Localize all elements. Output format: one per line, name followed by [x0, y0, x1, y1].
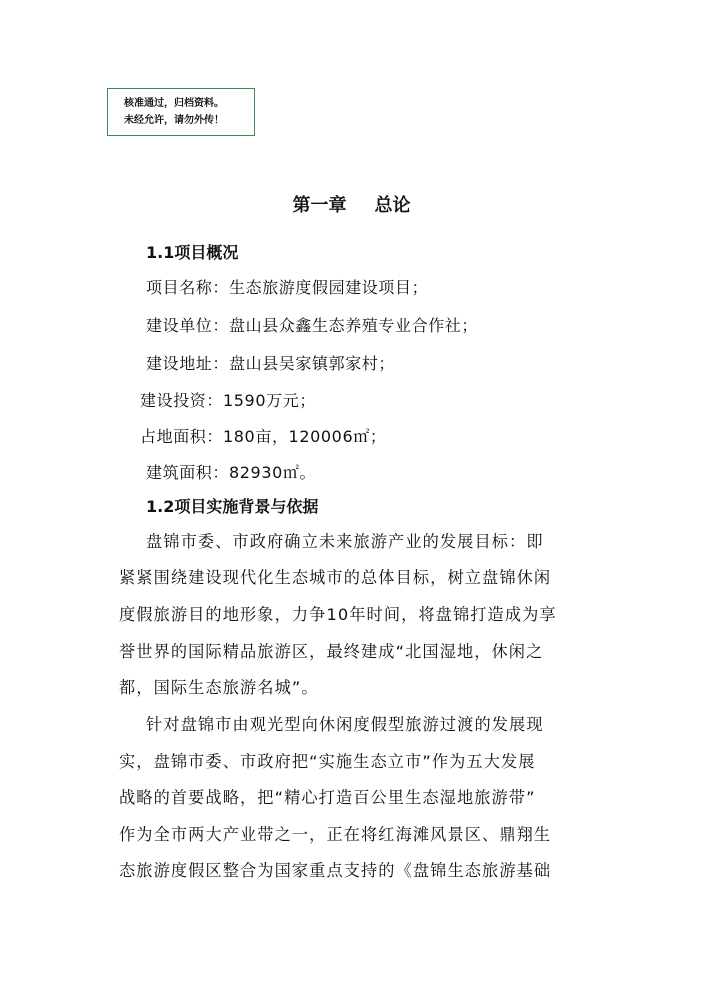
field-building-area: 建筑面积：82930㎡。 [146, 463, 317, 482]
stamp-line-1: 核准通过，归档资料。 [124, 98, 224, 109]
section-heading-overview: 1.1项目概况 [146, 243, 239, 262]
field-builder: 建设单位：盘山县众鑫生态养殖专业合作社； [146, 316, 479, 335]
paragraph-line: 度假旅游目的地形象，力争10年时间，将盘锦打造成为享 [119, 605, 557, 624]
paragraph-line: 实，盘锦市委、市政府把“实施生态立市”作为五大发展 [119, 752, 536, 771]
field-address: 建设地址：盘山县吴家镇郭家村； [146, 354, 396, 373]
stamp-line-2: 未经允许，请勿外传！ [124, 115, 224, 126]
paragraph-line: 誉世界的国际精品旅游区，最终建成“北国湿地，休闲之 [119, 642, 544, 661]
paragraph-line: 紧紧围绕建设现代化生态城市的总体目标，树立盘锦休闲 [119, 568, 552, 587]
paragraph-line: 盘锦市委、市政府确立未来旅游产业的发展目标：即 [146, 532, 544, 551]
section-heading-background: 1.2项目实施背景与依据 [146, 497, 319, 516]
field-investment: 建设投资：1590万元； [140, 391, 316, 410]
chapter-number: 第一章 [292, 195, 347, 216]
chapter-name: 总论 [374, 195, 411, 216]
approval-stamp [107, 88, 255, 136]
field-land-area: 占地面积：180亩，120006㎡； [140, 427, 387, 446]
paragraph-line: 作为全市两大产业带之一，正在将红海滩风景区、鼎翔生 [119, 825, 552, 844]
field-project-name: 项目名称：生态旅游度假园建设项目； [146, 278, 429, 297]
paragraph-line: 都，国际生态旅游名城”。 [119, 678, 319, 697]
chapter-title [0, 194, 703, 218]
paragraph-line: 战略的首要战略，把“精心打造百公里生态湿地旅游带” [119, 788, 536, 807]
paragraph-line: 态旅游度假区整合为国家重点支持的《盘锦生态旅游基础 [119, 861, 552, 880]
paragraph-line: 针对盘锦市由观光型向休闲度假型旅游过渡的发展现 [146, 715, 544, 734]
